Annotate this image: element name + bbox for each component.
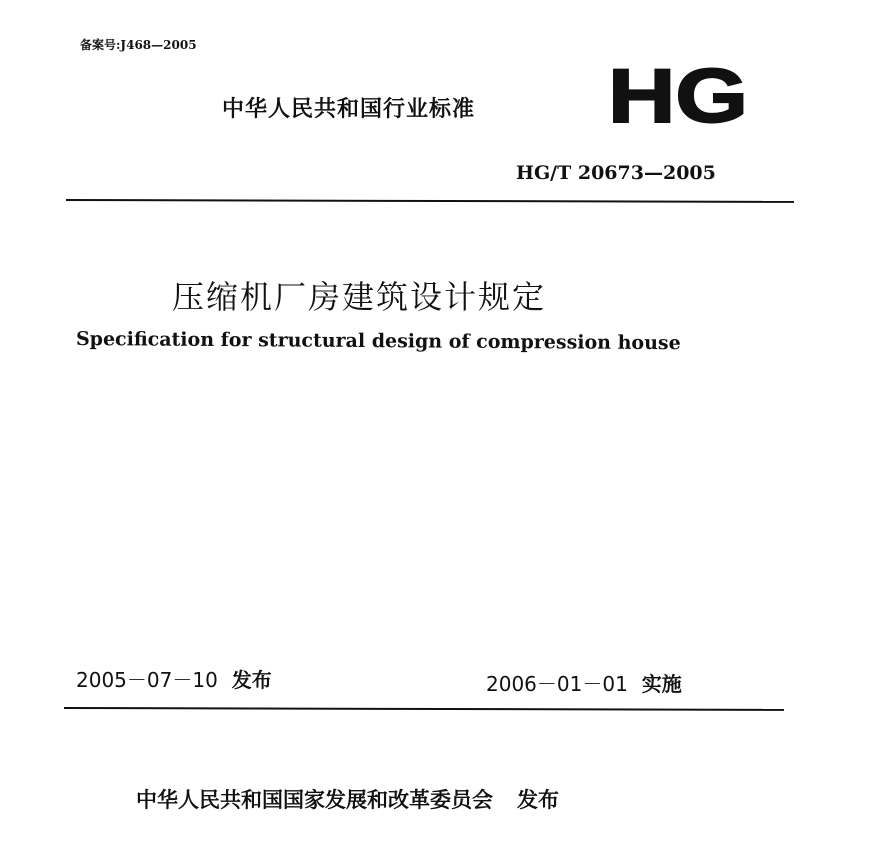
issuer-label: 发布 xyxy=(517,788,559,812)
title-chinese: 压缩机厂房建筑设计规定 xyxy=(172,278,547,316)
issue-label: 发布 xyxy=(231,668,272,692)
standard-number: HG/T 20673—2005 xyxy=(516,162,716,184)
standard-category: 中华人民共和国行业标准 xyxy=(222,97,476,122)
implementation-label: 实施 xyxy=(641,672,682,696)
issue-date-block xyxy=(76,664,272,693)
record-number: 备案号:J468—2005 xyxy=(80,38,197,52)
divider-top xyxy=(66,199,794,203)
issuer-name: 中华人民共和国国家发展和改革委员会 xyxy=(136,788,493,812)
hg-logo xyxy=(606,62,750,130)
issuer-block xyxy=(136,784,559,814)
issue-date: 2005－07－10 xyxy=(76,668,218,692)
divider-bottom xyxy=(64,707,784,711)
implementation-date-block xyxy=(486,668,682,697)
implementation-date: 2006－01－01 xyxy=(486,672,628,696)
title-english: Specification for structural design of compression house xyxy=(75,328,681,355)
hg-logo-text: HG xyxy=(608,62,748,130)
